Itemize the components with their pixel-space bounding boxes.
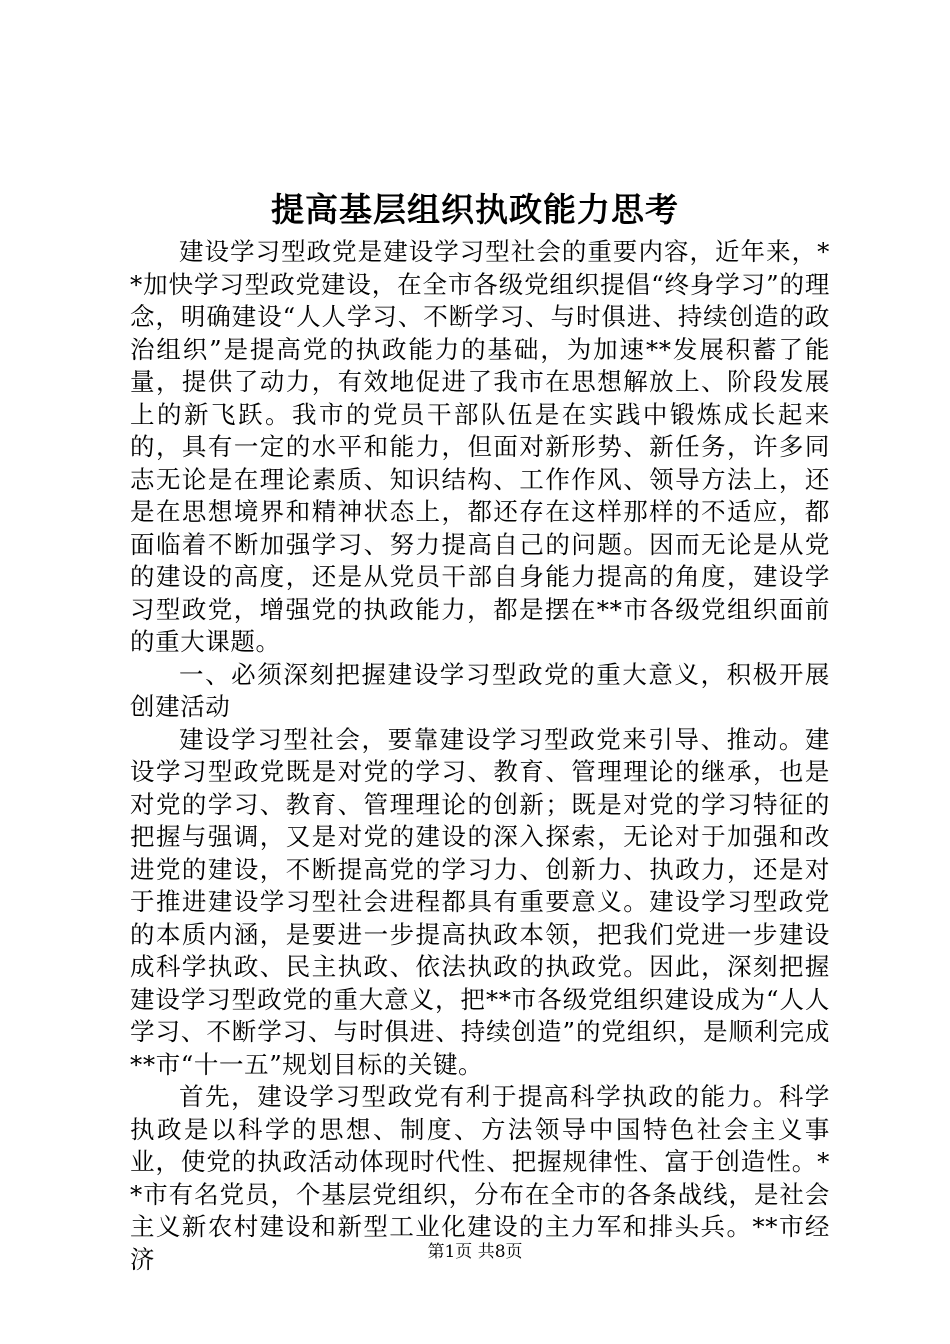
paragraph-first-point: 首先，建设学习型政党有利于提高科学执政的能力。科学执政是以科学的思想、制度、方法领导中国特色社会主义事业，使党的执政活动体现时代性、把握规律性、富于创造性。**市有名党员，个基层党组织，分布在全市的各条战线，是社会主义新农村建设和新型工业化建设的主力军和排头兵。**市经济 [130,1082,830,1274]
paragraph-learning-society: 建设学习型社会，要靠建设学习型政党来引导、推动。建设学习型政党既是对党的学习、教育、管理理论的继承，也是对党的学习、教育、管理理论的创新；既是对党的学习特征的把握与强调，又是对党的建设的深入探索，无论对于加强和改进党的建设，不断提高党的学习力、创新力、执政力，还是对于推进建设学习型社会进程都具有重要意义。建设学习型政党的本质内涵，是要进一步提高执政本领，把我们党进一步建设成科学执政、民主执政、依法执政的执政党。因此，深刻把握建设学习型政党的重大意义，把**市各级党组织建设成为“人人学习、不断学习、与时俱进、持续创造”的党组织，是顺利完成**市“十一五”规划目标的关键。 [130,724,830,1079]
paragraph-intro: 建设学习型政党是建设学习型社会的重要内容，近年来，**加快学习型政党建设，在全市各级党组织提倡“终身学习”的理念，明确建设“人人学习、不断学习、与时俱进、持续创造的政治组织”是提高党的执政能力的基础，为加速**发展积蓄了能量，提供了动力，有效地促进了我市在思想解放上、阶段发展上的新飞跃。我市的党员干部队伍是在实践中锻炼成长起来的，具有一定的水平和能力，但面对新形势、新任务，许多同志无论是在理论素质、知识结构、工作作风、领导方法上，还是在思想境界和精神状态上，都还存在这样那样的不适应，都面临着不断加强学习、努力提高自己的问题。因而无论是从党的建设的高度，还是从党员干部自身能力提高的角度，建设学习型政党，增强党的执政能力，都是摆在**市各级党组织面前的重大课题。 [130,237,830,656]
document-title: 提高基层组织执政能力思考 [271,190,679,229]
paragraph-section-heading: 一、必须深刻把握建设学习型政党的重大意义，积极开展创建活动 [130,659,830,721]
document-body [130,236,830,1276]
page-number-footer: 第1页 共8页 [427,1242,523,1262]
